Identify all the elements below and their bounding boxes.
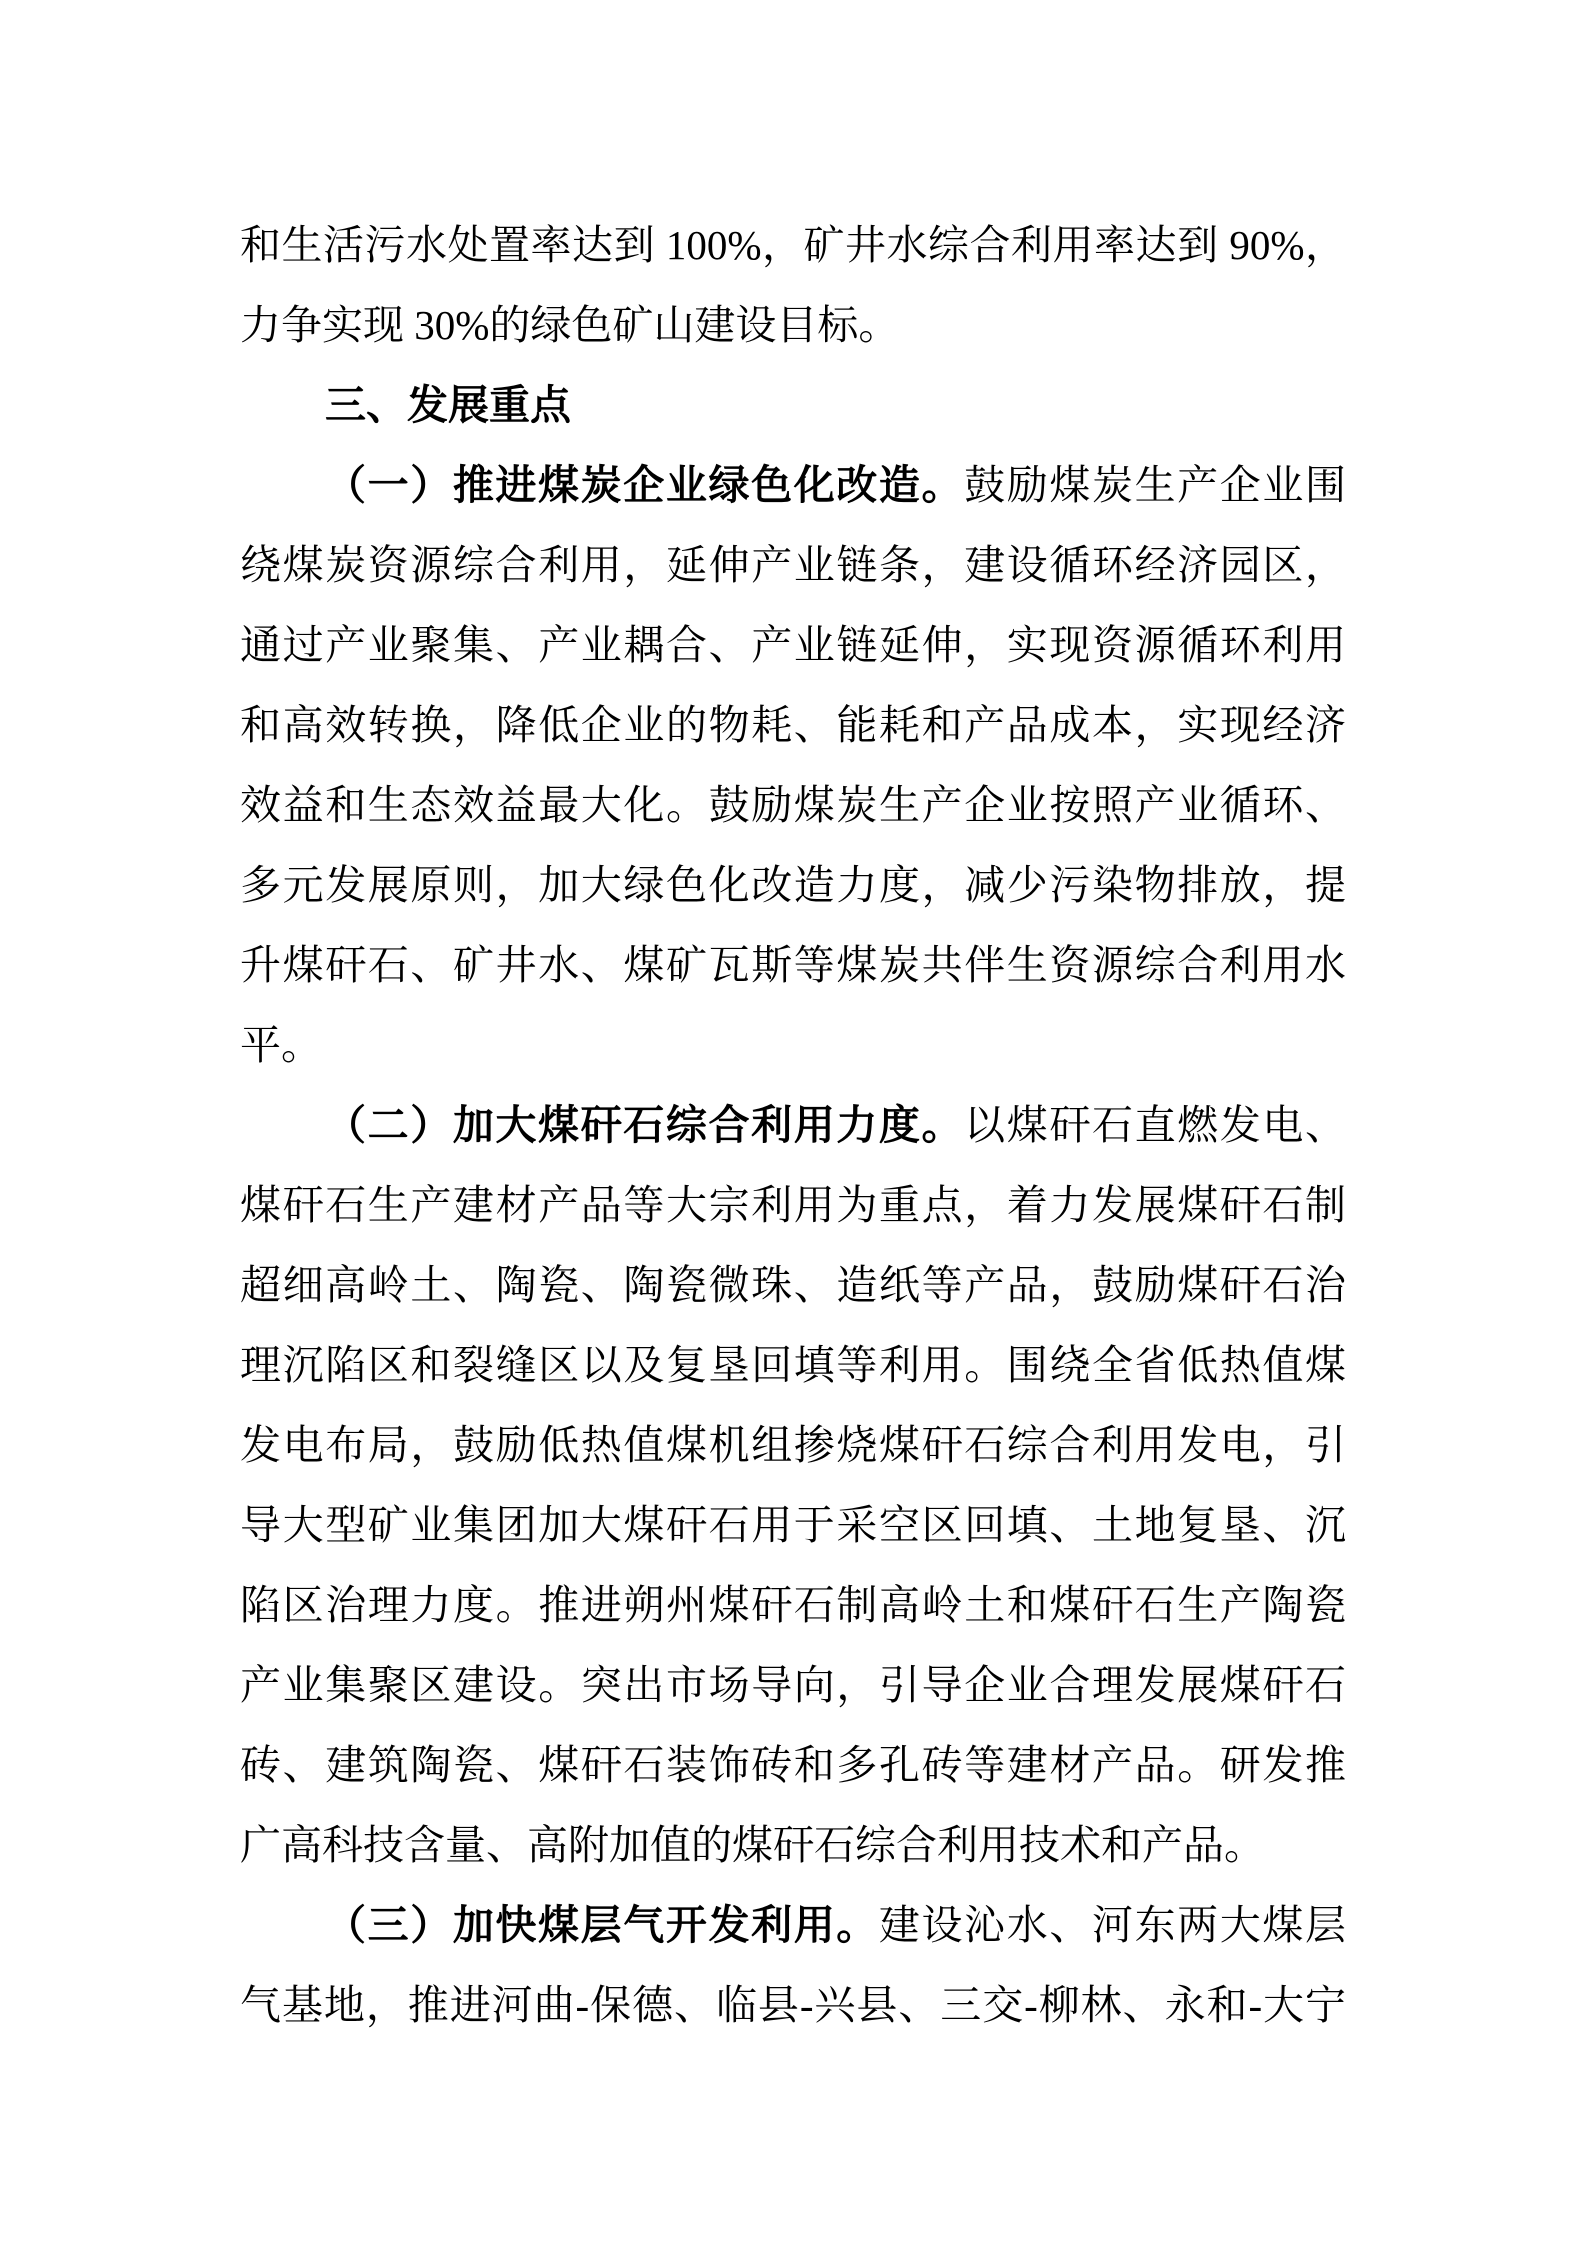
document-line bbox=[240, 1965, 1346, 2045]
document-line bbox=[240, 1885, 1346, 1965]
document-line bbox=[240, 1645, 1346, 1725]
line-text: 多元发展原则，加大绿色化改造力度，减少污染物排放，提 bbox=[240, 862, 1346, 908]
document-line bbox=[240, 1805, 1346, 1885]
line-text: 以煤矸石直燃发电、 bbox=[964, 1102, 1346, 1148]
line-text: 发电布局，鼓励低热值煤机组掺烧煤矸石综合利用发电，引 bbox=[240, 1422, 1346, 1468]
line-text: 通过产业聚集、产业耦合、产业链延伸，实现资源循环利用 bbox=[240, 622, 1346, 668]
line-text: 力争实现 30%的绿色矿山建设目标。 bbox=[240, 302, 900, 348]
line-text: 砖、建筑陶瓷、煤矸石装饰砖和多孔砖等建材产品。研发推 bbox=[240, 1742, 1346, 1788]
line-lead-text: （二）加大煤矸石综合利用力度。 bbox=[325, 1102, 965, 1148]
document-text bbox=[240, 205, 1346, 2045]
document-line bbox=[240, 445, 1346, 525]
line-lead-text: （三）加快煤层气开发利用。 bbox=[325, 1902, 879, 1948]
line-text: 效益和生态效益最大化。鼓励煤炭生产企业按照产业循环、 bbox=[240, 782, 1346, 828]
document-line bbox=[240, 1485, 1346, 1565]
document-line bbox=[240, 205, 1346, 285]
line-text: 理沉陷区和裂缝区以及复垦回填等利用。围绕全省低热值煤 bbox=[240, 1342, 1346, 1388]
document-line bbox=[240, 1245, 1346, 1325]
document-line bbox=[240, 285, 1346, 365]
document-line bbox=[240, 605, 1346, 685]
document-line bbox=[240, 1005, 1346, 1085]
document-line bbox=[240, 1405, 1346, 1485]
line-text: 升煤矸石、矿井水、煤矿瓦斯等煤炭共伴生资源综合利用水 bbox=[240, 942, 1346, 988]
document-line bbox=[240, 845, 1346, 925]
line-lead-text: （一）推进煤炭企业绿色化改造。 bbox=[325, 462, 965, 508]
line-text: 和生活污水处置率达到 100%，矿井水综合利用率达到 90%， bbox=[240, 222, 1346, 268]
document-line bbox=[240, 925, 1346, 1005]
line-text: 和高效转换，降低企业的物耗、能耗和产品成本，实现经济 bbox=[240, 702, 1346, 748]
document-line bbox=[240, 685, 1346, 765]
document-line bbox=[240, 1565, 1346, 1645]
document-line bbox=[240, 765, 1346, 845]
document-line bbox=[240, 1165, 1346, 1245]
line-text: 鼓励煤炭生产企业围 bbox=[964, 462, 1346, 508]
line-text: 平。 bbox=[240, 1022, 322, 1068]
document-line bbox=[240, 525, 1346, 605]
line-text: 建设沁水、河东两大煤层 bbox=[878, 1902, 1346, 1948]
line-text: 产业集聚区建设。突出市场导向，引导企业合理发展煤矸石 bbox=[240, 1662, 1346, 1708]
line-text: 陷区治理力度。推进朔州煤矸石制高岭土和煤矸石生产陶瓷 bbox=[240, 1582, 1346, 1628]
line-text: 三、发展重点 bbox=[325, 382, 571, 428]
document-line bbox=[240, 365, 1346, 445]
line-text: 导大型矿业集团加大煤矸石用于采空区回填、土地复垦、沉 bbox=[240, 1502, 1346, 1548]
line-text: 绕煤炭资源综合利用，延伸产业链条，建设循环经济园区， bbox=[240, 542, 1346, 588]
document-line bbox=[240, 1085, 1346, 1165]
line-text: 气基地，推进河曲-保德、临县-兴县、三交-柳林、永和-大宁 bbox=[240, 1982, 1346, 2028]
document-line bbox=[240, 1725, 1346, 1805]
line-text: 广高科技含量、高附加值的煤矸石综合利用技术和产品。 bbox=[240, 1822, 1265, 1868]
document-line bbox=[240, 1325, 1346, 1405]
line-text: 超细高岭土、陶瓷、陶瓷微珠、造纸等产品，鼓励煤矸石治 bbox=[240, 1262, 1346, 1308]
line-text: 煤矸石生产建材产品等大宗利用为重点，着力发展煤矸石制 bbox=[240, 1182, 1346, 1228]
